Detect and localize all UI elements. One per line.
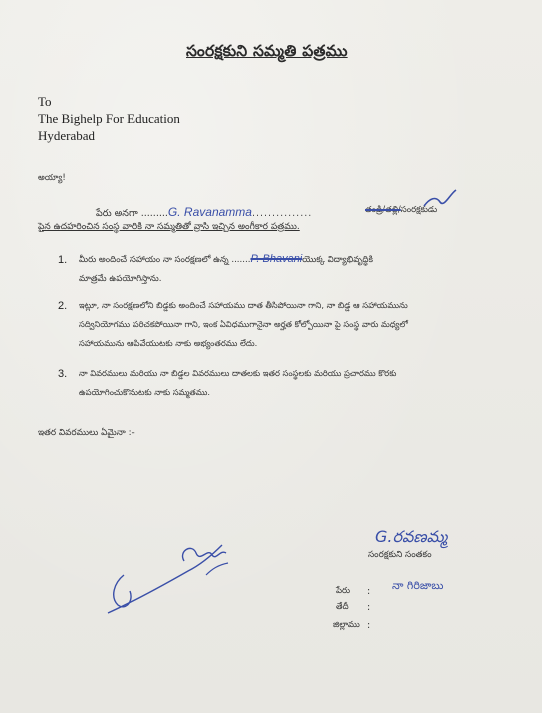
intro-prefix: పేరు అనగా ......... [96, 208, 168, 219]
clause-1-line-1 [79, 250, 373, 270]
clause-3-line-1: నా వివరములు మరియు నా బిడ్డల వివరములు దాతలకు ఇతర సంస్థలకు మరియు ప్రచారము కొరకు [79, 368, 397, 378]
clause-2-line-3: సహాయమును ఆపివేయుటకు నాకు అభ్యంతరము లేదు. [79, 338, 258, 348]
intro-relation-struck: తండ్రి/తల్లి/ [365, 205, 401, 215]
intro-dots: ............... [251, 208, 313, 219]
clause-2-line-1: ఇట్లూ, నా సంరక్షణలోని బిడ్డకు అందించే సహాయము దాత తీసిపోయినా గాని, నా బిడ్డ ఆ సహాయమును [79, 300, 408, 310]
guardian-signature-handwritten: G.రవణమ్మ [375, 527, 448, 546]
field-district-label: జిల్లాము [333, 620, 360, 630]
checkmark-scribble-icon [420, 188, 460, 214]
address-organization: The Bighelp For Education [38, 111, 180, 126]
clause-1-line-2: మాత్రమే ఉపయోగిస్తాను. [79, 274, 162, 284]
clause-1-number: 1. [58, 254, 68, 266]
salutation: అయ్యా! [38, 173, 66, 183]
document-title: సంరక్షకుని సమ్మతి పత్రము [186, 42, 348, 60]
field-name-label: పేరు [336, 586, 351, 596]
address-city: Hyderabad [38, 128, 96, 143]
clause-1-prefix: మీరు అందించే సహాయం నా సంరక్షణలో ఉన్న ....... [79, 255, 251, 265]
clause-1-name-handwritten: P. Bhavani [250, 253, 303, 265]
field-name-value-handwritten: నా గిరిజాబు [392, 579, 444, 592]
field-name-colon: : [367, 586, 371, 597]
clause-2-text [79, 296, 408, 353]
clause-3-line-2: ఉపయోగించుకొనుటకు నాకు సమ్మతము. [79, 387, 211, 397]
clause-1-text [79, 250, 373, 289]
intro-relation-suffix: సంరక్షకుడు [400, 205, 438, 215]
address-to: To [38, 94, 52, 109]
field-date-label: తేదీ [336, 602, 349, 612]
witness-signature-icon [100, 535, 235, 620]
intro-line-1 [96, 205, 312, 221]
guardian-signature-label: సంరక్షకుని సంతకం [368, 550, 432, 560]
clause-2-number: 2. [58, 300, 68, 312]
field-date-colon: : [367, 602, 371, 613]
intro-name-handwritten: G. Ravanamma [167, 205, 252, 219]
clause-3-number: 3. [58, 368, 68, 380]
clause-3-text [79, 364, 396, 402]
other-details-label: ఇతర వివరములు ఏమైనా :- [38, 428, 135, 438]
field-district-colon: : [367, 620, 371, 631]
intro-line-2: పైన ఉదహరించిన సంస్థ వారికి నా సమ్మతితో వ్రాసి ఇచ్చిన అంగీకార పత్రము. [38, 222, 300, 232]
clause-1-suffix: యొక్క విద్యాభివృద్ధికి [302, 255, 373, 265]
clause-2-line-2: సద్వినియోగము పరిచకపోయినా గాని, ఇంక ఏవిధముగానైనా అర్హత కోల్పోయినా పై సంస్థ వారు మధ్యలో [79, 319, 408, 329]
